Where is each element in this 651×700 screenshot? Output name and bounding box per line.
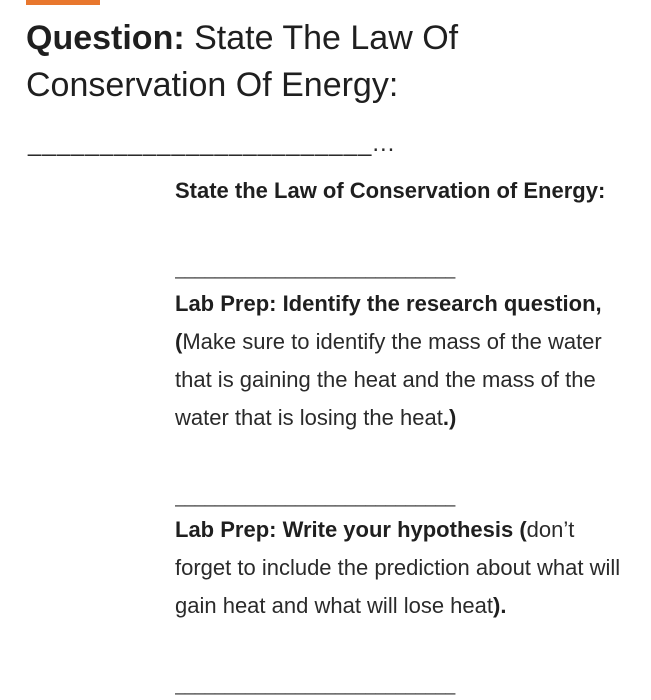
answer-line-2: ____________________________ (175, 487, 456, 507)
lab-prep-1-text: Make sure to identify the mass of the water that is gaining the heat and the mass of the water that is losing the heat (175, 329, 602, 430)
answer-line-1: ____________________________ (175, 259, 456, 279)
lab-prep-2-bold: Lab Prep: Write your hypothesis ( (175, 517, 527, 542)
lab-prep-1-bold: Lab Prep: Identify the research question, ( (175, 291, 602, 354)
lab-prep-2-closing: ). (493, 593, 507, 618)
accent-bar (26, 0, 100, 5)
lab-prep-hypothesis (175, 511, 630, 625)
question-answer-line: ________________________... (28, 130, 396, 157)
question-label: Question: (26, 19, 185, 57)
answer-heading-text: State the Law of Conservation of Energy: (175, 178, 606, 203)
lab-prep-research-question (175, 285, 630, 437)
question-text: State The Law Of Conservation Of Energy: (26, 19, 459, 104)
answer-heading (175, 172, 630, 210)
question-heading (26, 15, 626, 109)
answer-line-3: ____________________________ (175, 675, 456, 695)
lab-prep-1-closing: .) (442, 405, 457, 430)
lab-prep-2-text: don’t forget to include the prediction about what will gain heat and what will lose heat (175, 517, 621, 618)
